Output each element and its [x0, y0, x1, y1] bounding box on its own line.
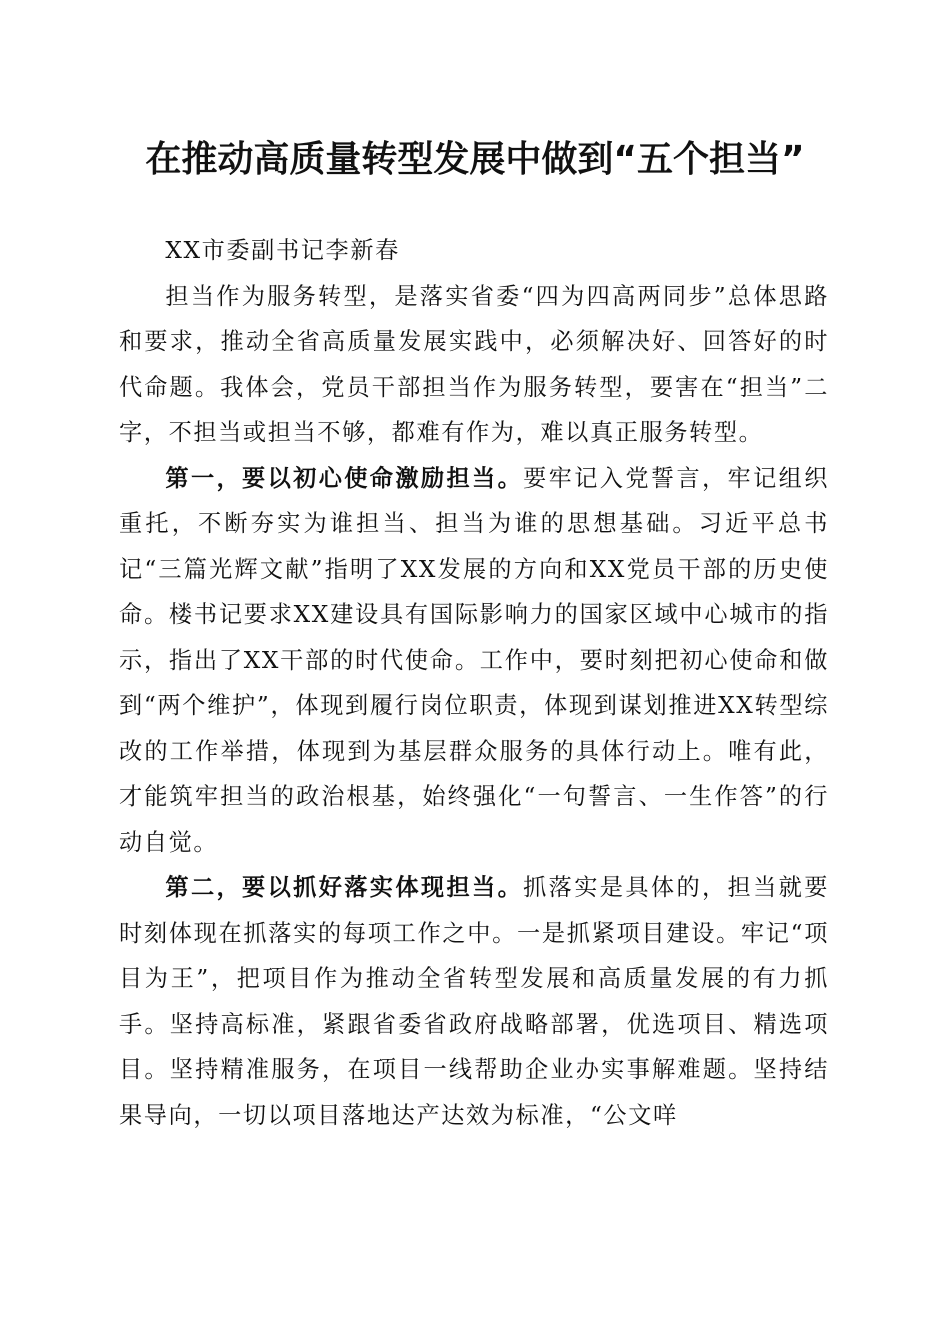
- paragraph-text: 抓落实是具体的，担当就要时刻体现在抓落实的每项工作之中。一是抓紧项目建设。牢记“项目为王”，把项目作为推动全省转型发展和高质量发展的有力抓手。坚持高标准，紧跟省委省政府战略部署，优选项目、精选项目。坚持精准服务，在项目一线帮助企业办实事解难题。坚持结果导向，一切以项目落地达产达效为标准，“公文咩: [119, 874, 829, 1129]
- paragraph-text: 要牢记入党誓言，牢记组织重托，不断夯实为谁担当、担当为谁的思想基础。习近平总书记“三篇光辉文献”指明了XX发展的方向和XX党员干部的历史使命。楼书记要求XX建设具有国际影响力的国家区域中心城市的指示，指出了XX干部的时代使命。工作中，要时刻把初心使命和做到“两个维护”，体现到履行岗位职责，体现到谋划推进XX转型综改的工作举措，体现到为基层群众服务的具体行动上。唯有此，才能筑牢担当的政治根基，始终强化“一句誓言、一生作答”的行动自觉。: [119, 464, 829, 856]
- author-line: XX市委副书记李新春: [165, 237, 400, 264]
- paragraph-first: [119, 456, 829, 866]
- document-body: [119, 228, 829, 1138]
- document-title: 在推动高质量转型发展中做到“五个担当”: [145, 139, 805, 180]
- paragraph-second: [119, 865, 829, 1138]
- paragraph-lead: 第一，要以初心使命激励担当。: [165, 464, 524, 492]
- paragraph-lead: 第二，要以抓好落实体现担当。: [165, 874, 524, 901]
- paragraph-text: 担当作为服务转型，是落实省委“四为四高两同步”总体思路和要求，推动全省高质量发展实践中，必须解决好、回答好的时代命题。我体会，党员干部担当作为服务转型，要害在“担当”二字，不担当或担当不够，都难有作为，难以真正服务转型。: [119, 282, 829, 446]
- paragraph-intro: [119, 274, 829, 456]
